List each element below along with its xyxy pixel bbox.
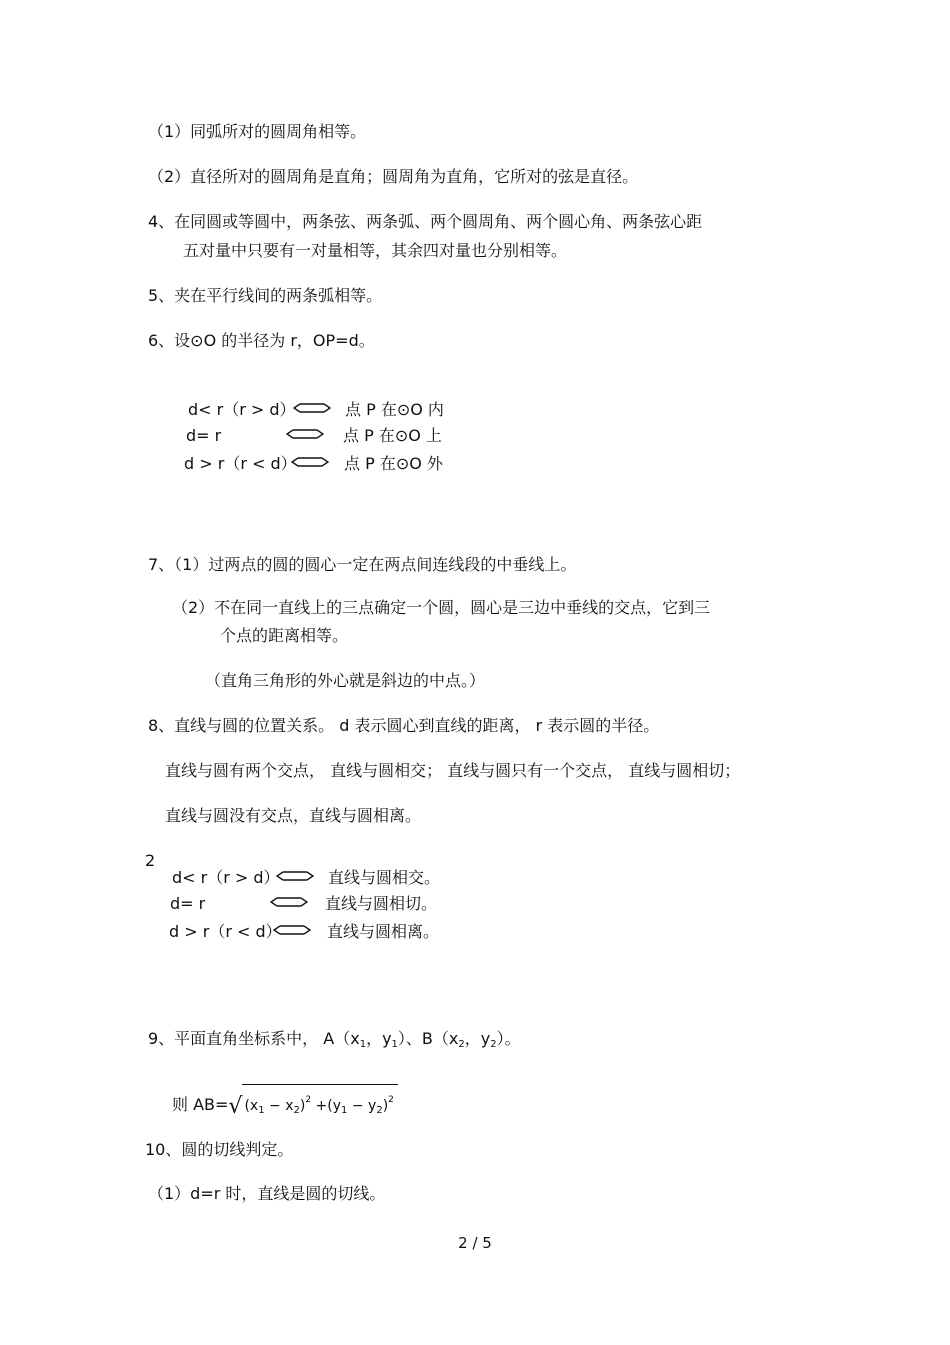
point-relation-row: [186, 426, 442, 446]
condition: d= r: [170, 894, 206, 913]
paragraph-2: （2）直径所对的圆周角是直角；圆周角为直角，它所对的弦是直径。: [148, 167, 639, 186]
item-9-intro: [148, 1029, 521, 1055]
paragraph-1: （1）同弧所对的圆周角相等。: [148, 122, 367, 141]
text-segment: 9、平面直角坐标系中， A（x: [148, 1029, 360, 1048]
subscript: 1: [341, 1105, 348, 1116]
item-8-intro: 8、直线与圆的位置关系。 d 表示圆心到直线的距离， r 表示圆的半径。: [148, 716, 660, 735]
item-8-description-1: 直线与圆有两个交点， 直线与圆相交； 直线与圆只有一个交点， 直线与圆相切；: [165, 761, 741, 780]
item-7-part-2-line-1: （2）不在同一直线上的三点确定一个圆，圆心是三边中垂线的交点，它到三: [172, 598, 711, 617]
item-7-part-1: 7、（1）过两点的圆的圆心一定在两点间连线段的中垂线上。: [148, 555, 577, 574]
double-arrow-icon: [291, 455, 331, 469]
result: 点 P 在⊙O 内: [345, 400, 444, 419]
item-10-part-1: （1）d=r 时，直线是圆的切线。: [148, 1184, 386, 1203]
subscript: 1: [258, 1105, 265, 1116]
term: ): [299, 1098, 306, 1114]
double-arrow-icon: [286, 427, 326, 441]
subscript: 1: [359, 1039, 367, 1050]
text-segment: ）、B（x: [397, 1029, 459, 1048]
result: 点 P 在⊙O 上: [343, 426, 442, 445]
subscript: 1: [391, 1039, 398, 1050]
formula-prefix: 则 AB=: [172, 1095, 229, 1114]
item-8-description-2: 直线与圆没有交点，直线与圆相离。: [165, 806, 422, 825]
term: ): [382, 1098, 389, 1114]
square-root-icon: √: [228, 1094, 243, 1119]
condition: d= r: [186, 426, 222, 445]
subscript: 2: [458, 1039, 465, 1050]
double-arrow-icon: [273, 923, 313, 937]
item-4-line-1: 4、在同圆或等圆中，两条弦、两条弧、两个圆周角、两个圆心角、两条弦心距: [148, 212, 703, 231]
item-6-intro: 6、设⊙O 的半径为 r，OP=d。: [148, 331, 375, 350]
item-7-part-2-line-2: 个点的距离相等。: [220, 626, 349, 645]
point-relation-row: [188, 400, 444, 420]
result: 直线与圆相交。: [328, 868, 441, 887]
condition: d > r（r < d）: [184, 454, 297, 473]
item-4-line-2: 五对量中只要有一对量相等，其余四对量也分别相等。: [183, 241, 568, 260]
double-arrow-icon: [293, 401, 333, 415]
term: (x: [244, 1098, 259, 1114]
text-segment: ，y: [464, 1029, 491, 1048]
page-number: 2 / 5: [458, 1234, 492, 1252]
line-relation-row: [172, 868, 440, 888]
term: − y: [347, 1098, 377, 1114]
stray-number: 2: [145, 851, 156, 870]
line-relation-row: [170, 894, 437, 914]
superscript: 2: [388, 1095, 394, 1105]
item-7-note: （直角三角形的外心就是斜边的中点。）: [205, 671, 486, 690]
radicand: [242, 1084, 397, 1124]
line-relation-row: [169, 922, 439, 942]
subscript: 2: [293, 1105, 300, 1116]
item-10-title: 10、圆的切线判定。: [145, 1140, 294, 1159]
condition: d< r（r > d）: [188, 400, 296, 419]
point-relation-row: [184, 454, 443, 474]
superscript: 2: [305, 1095, 312, 1105]
subscript: 2: [376, 1105, 383, 1116]
term: +(y: [311, 1098, 342, 1114]
subscript: 2: [490, 1039, 497, 1050]
result: 直线与圆相切。: [325, 894, 438, 913]
condition: d > r（r < d）: [169, 922, 282, 941]
distance-formula: [172, 1084, 398, 1124]
text-segment: ，y: [366, 1029, 392, 1048]
condition: d< r（r > d）: [172, 868, 280, 887]
double-arrow-icon: [276, 869, 316, 883]
double-arrow-icon: [270, 895, 310, 909]
result: 点 P 在⊙O 外: [344, 454, 443, 473]
text-segment: ）。: [496, 1029, 521, 1048]
term: − x: [264, 1098, 294, 1114]
item-5: 5、夹在平行线间的两条弧相等。: [148, 286, 383, 305]
result: 直线与圆相离。: [327, 922, 440, 941]
